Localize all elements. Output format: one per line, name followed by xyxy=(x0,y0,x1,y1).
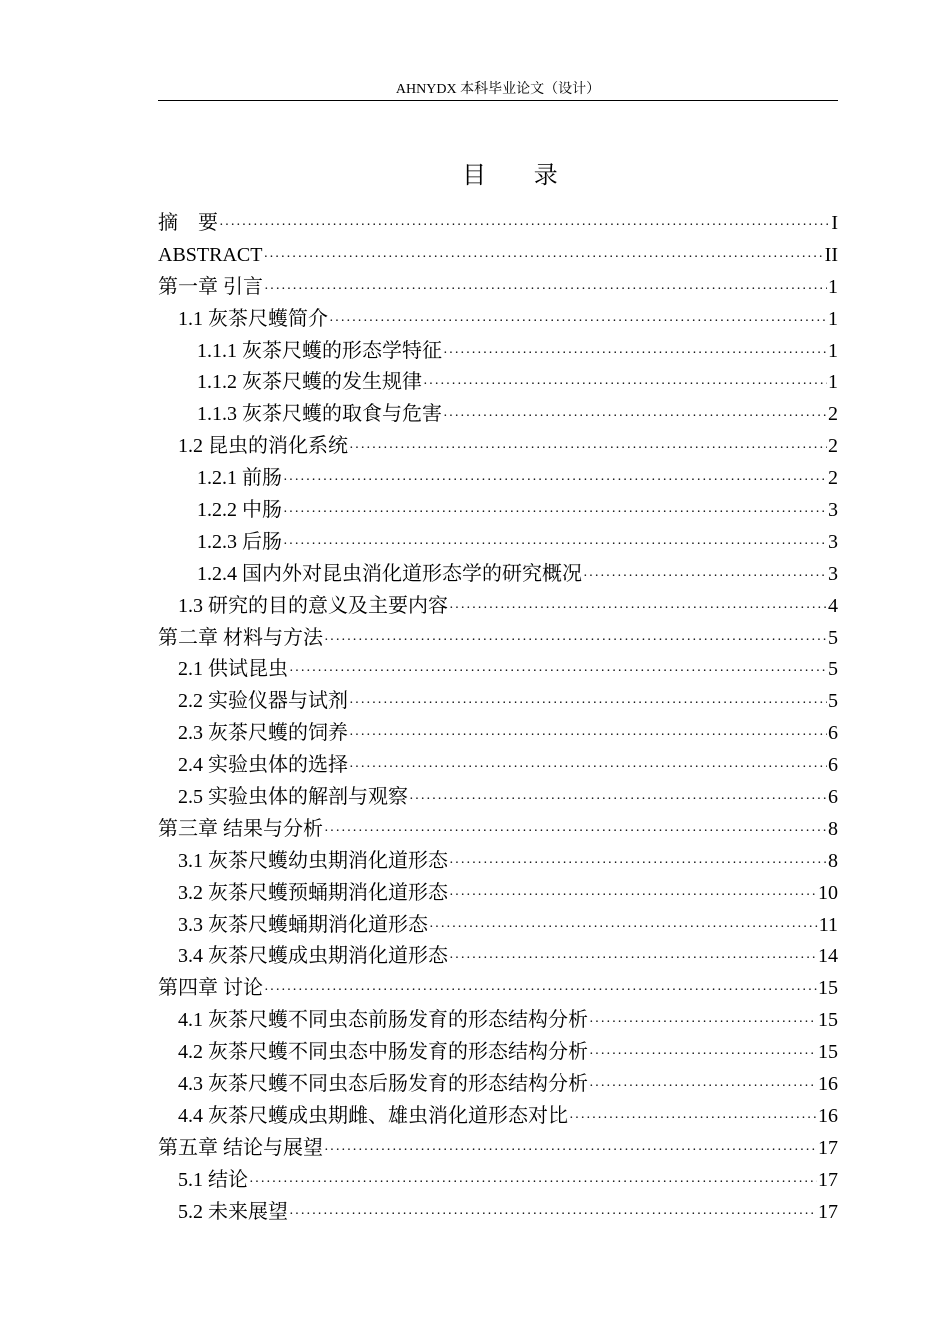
toc-entry-page: 2 xyxy=(828,403,838,426)
toc-entry-page: 6 xyxy=(828,722,838,745)
toc-leader-dots xyxy=(349,720,827,750)
toc-leader-dots xyxy=(329,306,827,336)
toc-leader-dots xyxy=(429,912,818,942)
toc-entry[interactable] xyxy=(158,399,838,431)
toc-entry[interactable] xyxy=(158,814,838,846)
toc-entry-label: 1.2.2 中肠 xyxy=(197,499,282,522)
toc-entry[interactable] xyxy=(158,846,838,878)
toc-entry-label: 1.2.4 国内外对昆虫消化道形态学的研究概况 xyxy=(197,562,582,585)
toc-entry[interactable] xyxy=(158,878,838,910)
toc-entry-page: 5 xyxy=(828,690,838,713)
toc-entry-page: 17 xyxy=(818,1168,838,1191)
toc-leader-dots xyxy=(443,338,827,368)
toc-entry-page: 4 xyxy=(828,594,838,617)
toc-entry-page: 1 xyxy=(828,371,838,394)
toc-entry-label: 第一章 引言 xyxy=(158,275,263,298)
toc-entry-page: 15 xyxy=(818,1009,838,1032)
toc-entry[interactable] xyxy=(158,1069,838,1101)
toc-entry-page: 3 xyxy=(828,530,838,553)
toc-entry[interactable] xyxy=(158,623,838,655)
toc-entry-page: 6 xyxy=(828,754,838,777)
toc-entry-label: 第二章 材料与方法 xyxy=(158,626,323,649)
toc-leader-dots xyxy=(289,656,827,686)
table-of-contents xyxy=(158,208,838,1229)
toc-leader-dots xyxy=(263,242,823,272)
toc-entry-page: 3 xyxy=(828,499,838,522)
toc-entry-label: 1.2.3 后肠 xyxy=(197,530,282,553)
toc-entry-label: 2.4 实验虫体的选择 xyxy=(178,754,348,777)
toc-entry-label: 3.2 灰茶尺蠖预蛹期消化道形态 xyxy=(178,881,448,904)
page-header: AHNYDX 本科毕业论文（设计） xyxy=(158,78,838,101)
toc-entry-page: 17 xyxy=(818,1200,838,1223)
toc-entry-page: 17 xyxy=(818,1136,838,1159)
toc-entry[interactable] xyxy=(158,1005,838,1037)
toc-entry[interactable] xyxy=(158,431,838,463)
toc-entry[interactable] xyxy=(158,654,838,686)
toc-entry-page: 2 xyxy=(828,435,838,458)
toc-leader-dots xyxy=(324,816,827,846)
toc-entry-label: ABSTRACT xyxy=(158,243,263,266)
toc-leader-dots xyxy=(443,401,827,431)
toc-entry-page: 14 xyxy=(818,945,838,968)
toc-entry-page: I xyxy=(831,212,838,234)
toc-leader-dots xyxy=(283,497,827,527)
toc-entry-label: 3.4 灰茶尺蠖成虫期消化道形态 xyxy=(178,945,448,968)
toc-entry[interactable] xyxy=(158,208,838,240)
toc-entry[interactable] xyxy=(158,686,838,718)
toc-entry-label: 3.3 灰茶尺蠖蛹期消化道形态 xyxy=(178,913,428,936)
toc-leader-dots xyxy=(249,1167,817,1197)
toc-entry-page: 16 xyxy=(818,1104,838,1127)
toc-entry-page: 2 xyxy=(828,467,838,490)
toc-entry[interactable] xyxy=(158,973,838,1005)
toc-entry[interactable] xyxy=(158,559,838,591)
toc-entry[interactable] xyxy=(158,336,838,368)
toc-leader-dots xyxy=(569,1103,817,1133)
toc-leader-dots xyxy=(324,1135,817,1165)
toc-leader-dots xyxy=(283,529,827,559)
toc-leader-dots xyxy=(449,593,827,623)
toc-entry[interactable] xyxy=(158,1037,838,1069)
toc-entry[interactable] xyxy=(158,1101,838,1133)
toc-entry[interactable] xyxy=(158,304,838,336)
toc-leader-dots xyxy=(449,943,817,973)
toc-entry-label: 1.1.1 灰茶尺蠖的形态学特征 xyxy=(197,339,442,362)
toc-entry[interactable] xyxy=(158,941,838,973)
toc-entry-label: 5.1 结论 xyxy=(178,1168,248,1191)
toc-entry-label: 2.3 灰茶尺蠖的饲养 xyxy=(178,722,348,745)
toc-entry-page: 8 xyxy=(828,817,838,840)
toc-entry-page: 10 xyxy=(818,881,838,904)
toc-leader-dots xyxy=(264,274,827,304)
toc-entry-page: 11 xyxy=(818,913,838,936)
toc-entry-page: 1 xyxy=(828,275,838,298)
toc-entry-label: 4.1 灰茶尺蠖不同虫态前肠发育的形态结构分析 xyxy=(178,1009,588,1032)
toc-entry-label: 第五章 结论与展望 xyxy=(158,1136,323,1159)
toc-leader-dots xyxy=(283,465,827,495)
toc-entry-page: 8 xyxy=(828,849,838,872)
toc-entry-label: 4.3 灰茶尺蠖不同虫态后肠发育的形态结构分析 xyxy=(178,1073,588,1096)
toc-leader-dots xyxy=(219,210,830,240)
toc-entry-page: 1 xyxy=(828,307,838,330)
toc-entry[interactable] xyxy=(158,782,838,814)
toc-entry-label: 第四章 讨论 xyxy=(158,977,263,1000)
toc-entry-label: 第三章 结果与分析 xyxy=(158,817,323,840)
toc-entry[interactable] xyxy=(158,495,838,527)
toc-entry[interactable] xyxy=(158,1197,838,1229)
toc-entry-label: 1.2 昆虫的消化系统 xyxy=(178,435,348,458)
toc-entry[interactable] xyxy=(158,527,838,559)
toc-entry-label: 4.2 灰茶尺蠖不同虫态中肠发育的形态结构分析 xyxy=(178,1041,588,1064)
toc-entry-label: 3.1 灰茶尺蠖幼虫期消化道形态 xyxy=(178,849,448,872)
toc-entry-label: 1.1.3 灰茶尺蠖的取食与危害 xyxy=(197,403,442,426)
toc-entry[interactable] xyxy=(158,718,838,750)
toc-entry[interactable] xyxy=(158,367,838,399)
toc-entry[interactable] xyxy=(158,750,838,782)
page-title: 目 录 xyxy=(462,161,578,189)
toc-leader-dots xyxy=(449,848,827,878)
toc-leader-dots xyxy=(589,1039,817,1069)
toc-entry-label: 2.2 实验仪器与试剂 xyxy=(178,690,348,713)
toc-entry-label: 4.4 灰茶尺蠖成虫期雌、雄虫消化道形态对比 xyxy=(178,1104,568,1127)
toc-entry[interactable] xyxy=(158,1165,838,1197)
toc-entry-page: 15 xyxy=(818,977,838,1000)
toc-leader-dots xyxy=(349,752,827,782)
toc-entry-label: 1.2.1 前肠 xyxy=(197,467,282,490)
toc-entry[interactable] xyxy=(158,1133,838,1165)
toc-leader-dots xyxy=(349,688,827,718)
toc-leader-dots xyxy=(264,975,817,1005)
toc-entry-page: II xyxy=(824,243,838,266)
toc-entry-page: 15 xyxy=(818,1041,838,1064)
toc-leader-dots xyxy=(423,369,827,399)
toc-leader-dots xyxy=(409,784,827,814)
toc-entry-page: 3 xyxy=(828,562,838,585)
toc-leader-dots xyxy=(349,433,827,463)
toc-entry-label: 1.1 灰茶尺蠖简介 xyxy=(178,307,328,330)
toc-leader-dots xyxy=(583,561,827,591)
toc-entry-page: 1 xyxy=(828,339,838,362)
toc-entry-label: 2.1 供试昆虫 xyxy=(178,658,288,681)
toc-leader-dots xyxy=(324,625,827,655)
toc-entry-label: 2.5 实验虫体的解剖与观察 xyxy=(178,786,408,809)
toc-entry-label: 摘 要 xyxy=(158,212,218,234)
toc-entry[interactable] xyxy=(158,910,838,942)
toc-entry-label: 5.2 未来展望 xyxy=(178,1200,288,1223)
toc-entry-label: 1.3 研究的目的意义及主要内容 xyxy=(178,594,448,617)
toc-entry-page: 5 xyxy=(828,658,838,681)
toc-entry-page: 16 xyxy=(818,1073,838,1096)
toc-entry[interactable] xyxy=(158,272,838,304)
toc-leader-dots xyxy=(449,880,817,910)
toc-entry-page: 6 xyxy=(828,786,838,809)
toc-leader-dots xyxy=(289,1199,817,1229)
toc-entry[interactable] xyxy=(158,591,838,623)
toc-entry-label: 1.1.2 灰茶尺蠖的发生规律 xyxy=(197,371,422,394)
toc-leader-dots xyxy=(589,1071,817,1101)
toc-entry[interactable] xyxy=(158,463,838,495)
toc-entry[interactable] xyxy=(158,240,838,272)
toc-leader-dots xyxy=(589,1007,817,1037)
toc-entry-page: 5 xyxy=(828,626,838,649)
